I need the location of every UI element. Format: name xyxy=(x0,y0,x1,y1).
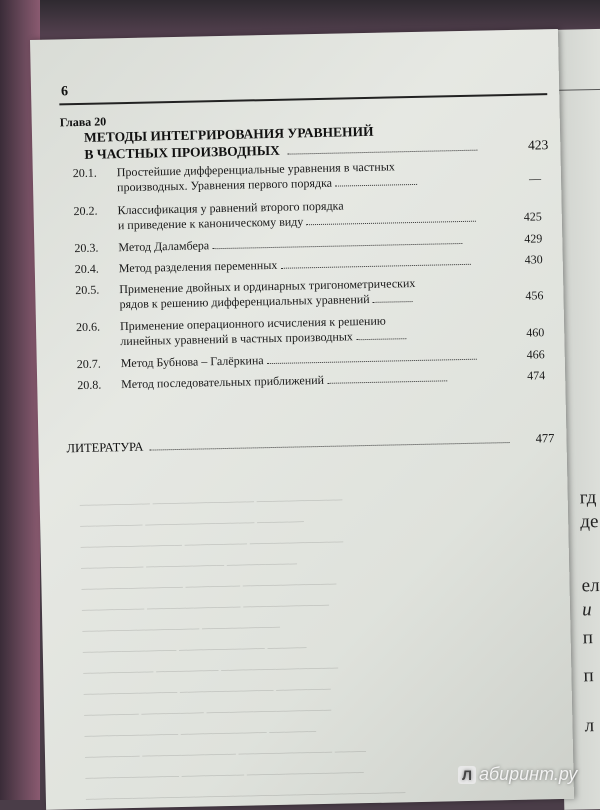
entry-title-line1: Метод последовательных приближений xyxy=(121,372,325,392)
entry-title-line2: линейных уравнений в частных производных xyxy=(120,329,354,349)
entry-title-line1: Метод разделения переменных xyxy=(118,257,278,276)
leader-dots xyxy=(372,291,412,303)
entry-page: 425 xyxy=(523,209,542,224)
literature-label: ЛИТЕРАТУРА xyxy=(66,439,144,456)
entry-number: 20.5. xyxy=(75,282,100,298)
labirint-logo-icon: Л xyxy=(458,766,476,784)
toc-entry xyxy=(76,347,545,372)
leader-dots xyxy=(327,370,447,384)
entry-number: 20.7. xyxy=(76,356,101,372)
adjacent-fragment: де xyxy=(580,511,599,533)
entry-page: 456 xyxy=(525,288,544,303)
entry-title-line1: Классификация у равнений второго порядка xyxy=(117,198,344,218)
toc-entry xyxy=(73,194,542,233)
entry-page: 430 xyxy=(524,252,543,267)
entry-page: 460 xyxy=(526,325,545,340)
entry-number: 20.4. xyxy=(74,261,99,277)
entry-page: 474 xyxy=(526,368,546,383)
entry-number: 20.3. xyxy=(74,240,99,256)
toc-entry xyxy=(74,231,543,256)
entry-page: 466 xyxy=(526,347,545,362)
entry-number: 20.8. xyxy=(77,377,102,393)
adjacent-fragment: гд xyxy=(579,487,597,509)
chapter-title-line2: В ЧАСТНЫХ ПРОИЗВОДНЫХ xyxy=(84,142,280,162)
leader-dots xyxy=(306,211,476,226)
watermark xyxy=(458,764,577,785)
entry-page: 429 xyxy=(524,231,543,246)
entry-title-line2: и приведение к каноническому виду xyxy=(117,214,304,233)
entry-title-line1: Метод Бубнова – Галёркина xyxy=(120,353,264,371)
entry-number: 20.2. xyxy=(73,203,98,219)
leader-dots xyxy=(287,140,477,155)
leader-dots xyxy=(280,254,470,269)
chapter-page: 423 xyxy=(527,137,549,153)
leader-dots xyxy=(266,349,476,364)
adjacent-fragment: п xyxy=(583,665,594,687)
entry-title-line1: Метод Даламбера xyxy=(118,238,210,255)
adjacent-fragment: п xyxy=(582,627,594,649)
leader-dots xyxy=(212,233,462,249)
entry-page: — xyxy=(528,171,542,186)
watermark-text: абиринт.ру xyxy=(479,764,578,784)
entry-title-line2: рядов к решению дифференциальных уравнений xyxy=(119,291,370,312)
chapter-label: Глава 20 xyxy=(59,114,107,130)
entry-title-line1: Простейшие дифференциальные уравнения в частных xyxy=(116,159,395,180)
adjacent-page-rule xyxy=(553,89,600,91)
page-number: 6 xyxy=(60,84,69,100)
chapter-title-line1: МЕТОДЫ ИНТЕГРИРОВАНИЯ УРАВНЕНИЙ xyxy=(83,123,374,145)
entry-title-line1: Применение двойных и ординарных тригонометрических xyxy=(119,275,416,297)
adjacent-fragment: и xyxy=(581,599,592,621)
header-rule xyxy=(59,93,547,105)
adjacent-fragment: ел xyxy=(581,575,600,597)
adjacent-fragment: л xyxy=(584,715,595,737)
entry-number: 20.6. xyxy=(75,319,101,335)
leader-dots xyxy=(356,328,406,340)
leader-dots xyxy=(149,432,509,451)
book-page xyxy=(30,29,574,810)
show-through-text: ───────────────────────────────────────── ──────────── ──────── ─────────────── ─────── ──────────── ──────────── ──── ──────────── ─────────── ────── ─────── ──────── ──────────────── ──────────── ──────────── ─────── ───────── ──────── ─────────────── ──────────── ─────────── ───── ─────────────── ────────── ──────── ──────────── ─────────── ───────────── ─────── ──────────── ──────── ────────── ───────── ───────────── ──────── ──────────── ──────── ────────────── ────── ───────── ───────────── ─────────── xyxy=(79,493,406,805)
entry-title-line2: производных. Уравнения первого порядка xyxy=(116,175,333,195)
entry-title-line1: Применение операционного исчисления к решению xyxy=(119,313,386,334)
chapter-title xyxy=(83,120,549,163)
leader-dots xyxy=(335,174,417,187)
literature-entry xyxy=(66,431,554,456)
entry-number: 20.1. xyxy=(72,165,97,181)
literature-page: 477 xyxy=(535,431,555,446)
toc-entry xyxy=(75,310,545,349)
